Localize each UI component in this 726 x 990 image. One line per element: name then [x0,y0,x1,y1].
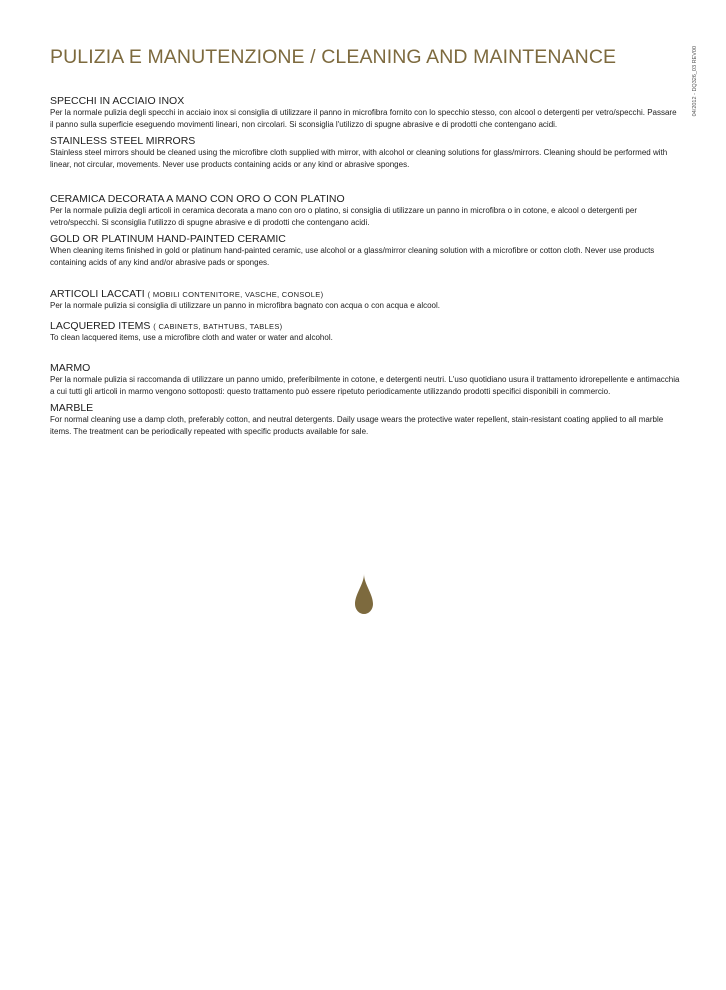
section-ceramic-en [50,234,680,268]
heading-main: ARTICOLI LACCATI [50,288,145,300]
section-marble-en [50,403,680,437]
section-text: Stainless steel mirrors should be cleaned using the microfibre cloth supplied with mirror, with alcohol or cleaning solutions for glass/mirrors. Cleaning should be performed with linear, not circular, movements. Never use products containing acids or any kind or abrasive sponges. [50,148,668,169]
section-heading: SPECCHI IN ACCIAIO INOX [50,95,185,107]
content [50,96,680,437]
section-lacquered-en [50,321,680,344]
section-text: For normal cleaning use a damp cloth, preferably cotton, and neutral detergents. Daily usage wears the protective water repellent, stain-resistant coating applied to all marble items. The treatment can be periodically repeated with specific products available for sale. [50,415,664,436]
heading-sub: ( MOBILI CONTENITORE, VASCHE, CONSOLE) [147,290,324,299]
section-heading: CERAMICA DECORATA A MANO CON ORO O CON PLATINO [50,193,345,205]
section-text: To clean lacquered items, use a microfibre cloth and water or water and alcohol. [50,332,333,342]
drop-logo-icon [353,574,375,616]
section-heading: MARBLE [50,402,94,414]
section-heading [50,289,680,300]
document-code: 04/2012 - DQ326_03 REV00 [692,46,698,117]
page-title: PULIZIA E MANUTENZIONE / CLEANING AND MAINTENANCE [50,46,617,68]
section-text: Per la normale pulizia si consiglia di utilizzare un panno in microfibra bagnato con acqua o con acqua e alcool. [50,301,441,310]
section-heading [50,321,680,332]
section-heading: STAINLESS STEEL MIRRORS [50,135,196,147]
section-heading: MARMO [50,362,91,374]
section-text: Per la normale pulizia si raccomanda di utilizzare un panno umido, preferibilmente in cotone, e detergenti neutri. L'uso quotidiano usura il trattamento idrorepellente e antimacchia a cui tutti gli articoli in marmo vengono sottoposti: questo trattamento può essere ripetuto periodicamente utilizzando prodotti specifici disponibili in commercio. [50,375,680,396]
heading-sub: ( CABINETS, BATHTUBS, TABLES) [153,321,283,331]
section-ceramic-it [50,194,680,228]
section-stainless-it [50,96,680,130]
section-text: When cleaning items finished in gold or platinum hand-painted ceramic, use alcohol or a glass/mirror cleaning solution with a microfibre or cotton cloth. Never use products containing acids of any kind and/or abrasive pads or sponges. [50,246,655,267]
section-marble-it [50,363,680,397]
section-heading: GOLD OR PLATINUM HAND-PAINTED CERAMIC [50,233,286,245]
section-lacquered-it [50,289,680,312]
heading-main: LACQUERED ITEMS [50,319,151,332]
section-text: Per la normale pulizia degli specchi in acciaio inox si consiglia di utilizzare il panno in microfibra fornito con lo specchio stesso, con alcool o detergenti per vetro/specchi. Passare il panno sulla superficie eseguendo movimenti lineari, non circolari. Si sconsiglia l'utilizzo di spugne abrasive e di prodotti che contengano acidi. [50,108,677,129]
section-text: Per la normale pulizia degli articoli in ceramica decorata a mano con oro o platino, si consiglia di utilizzare un panno in microfibra o in cotone, e alcool o detergenti per vetro/specchi. Si sconsiglia l'utilizzo di spugne abrasive e di prodotti che contengano acidi. [50,206,637,227]
section-stainless-en [50,136,680,170]
